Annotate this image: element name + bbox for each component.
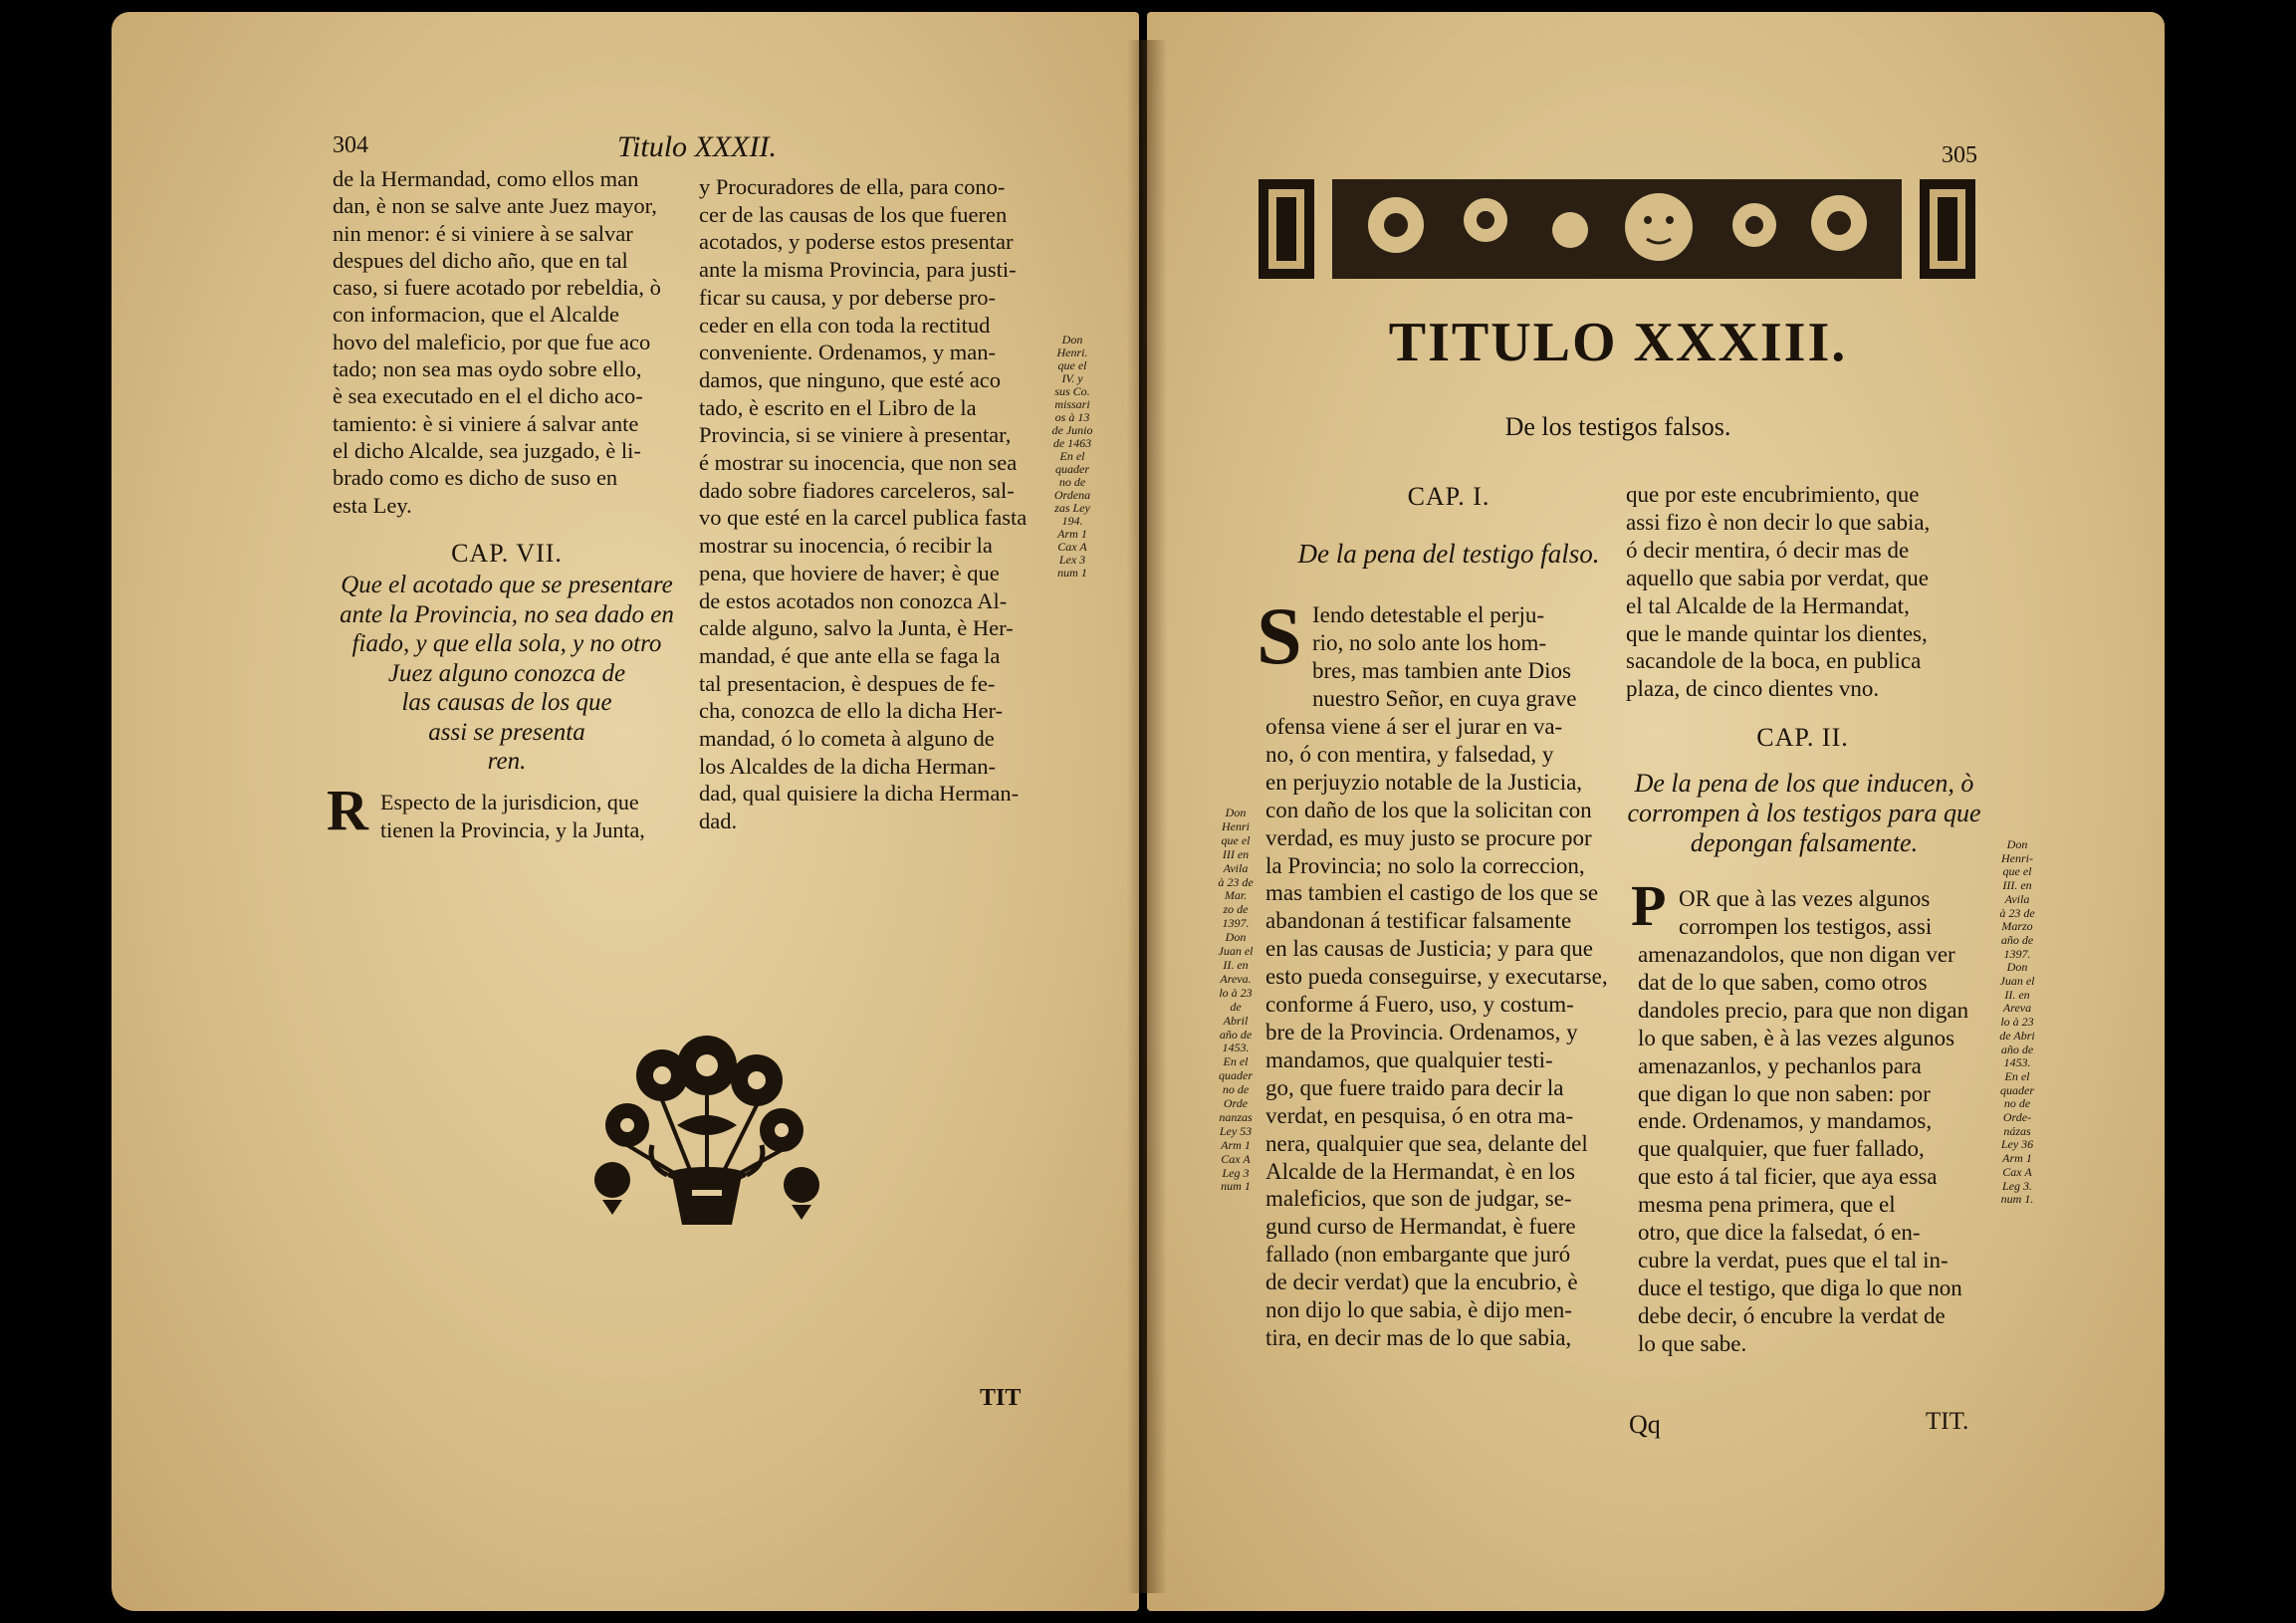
text-line: mesma pena primera, que el	[1638, 1192, 1896, 1218]
text-line: caso, si fuere acotado por rebeldia, ò	[333, 275, 661, 301]
note-line: En el	[2004, 1069, 2030, 1083]
text-line: dat de lo que saben, como otros	[1638, 969, 1928, 995]
note-line: Don	[1061, 334, 1083, 347]
title-line: Que el acotado que se presentare	[341, 572, 673, 598]
cap1-dropcap-text	[1312, 601, 1641, 713]
note-line: zas Ley	[1054, 502, 1090, 515]
text-line: en perjuyzio notable de la Justicia,	[1265, 769, 1583, 795]
text-line: bres, mas tambien ante Dios	[1312, 657, 1571, 683]
text-line: calde alguno, salvo la Junta, è Her-	[699, 615, 1014, 641]
title-line: corrompen à los testigos para que	[1627, 799, 1981, 827]
note-line: sus Co.	[1054, 385, 1090, 398]
text-line: aquello que sabia por verdat, que	[1626, 565, 1929, 590]
text-line: brado como es dicho de suso en	[333, 465, 618, 491]
text-line: Especto de la jurisdicion, que	[380, 790, 639, 814]
note-line: Orde-	[2002, 1111, 2032, 1125]
headpiece-ornament	[1257, 175, 1977, 285]
note-line: num 1.	[2000, 1193, 2034, 1207]
note-line: 1453.	[1222, 1042, 1250, 1055]
left-margin-note	[1049, 334, 1095, 580]
flower-vase-ornament	[568, 1026, 846, 1235]
text-line: nera, qualquier que sea, delante del	[1265, 1130, 1588, 1156]
text-line: mostrar su inocencia, ó recibir la	[699, 533, 993, 559]
text-line: pena, que hoviere de haver; è que	[699, 560, 1000, 585]
note-line: quader	[2000, 1083, 2034, 1097]
note-line: num 1	[1221, 1180, 1251, 1194]
left-page-number: 304	[333, 132, 368, 158]
note-line: 194.	[1061, 515, 1083, 528]
text-line: Alcalde de la Hermandat, è en los	[1265, 1158, 1576, 1184]
cap7-heading: CAP. VII.	[451, 539, 563, 568]
note-line: Juan el	[1218, 945, 1254, 959]
note-line: En el	[1059, 450, 1085, 463]
right-left-margin-note	[1209, 807, 1263, 1194]
cap7-title	[325, 571, 689, 777]
note-line: quader	[1055, 463, 1089, 476]
note-line: quader	[1219, 1069, 1253, 1083]
note-line: zo de	[1223, 903, 1249, 917]
note-line: de	[1230, 1000, 1242, 1014]
text-line: sacandole de la boca, en publica	[1626, 648, 1922, 674]
text-line: y Procuradores de ella, para cono-	[699, 174, 1006, 199]
note-line: que el	[1221, 833, 1251, 847]
note-line: Henri.	[1056, 347, 1088, 359]
text-line: cubre la verdat, pues que el tal in-	[1638, 1247, 1949, 1273]
note-line: Juan el	[1999, 975, 2035, 989]
text-line: plaza, de cinco dientes vno.	[1626, 676, 1880, 702]
text-line: tado, è escrito en el Libro de la	[699, 394, 977, 420]
text-line: que qualquier, que fuer fallado,	[1638, 1136, 1925, 1162]
text-line: ende. Ordenamos, y mandamos,	[1638, 1108, 1933, 1134]
text-line: nin menor: é si viniere à se salvar	[333, 220, 633, 246]
text-line: assi fizo è non decir lo que sabia,	[1626, 509, 1931, 535]
note-line: Avila	[1223, 861, 1249, 875]
note-line: año de	[2000, 933, 2034, 947]
note-line: III. en	[2002, 879, 2032, 893]
left-col1-text	[333, 165, 681, 519]
note-line: Don	[1225, 931, 1247, 945]
text-line: nuestro Señor, en cuya grave	[1312, 685, 1577, 711]
cap1-text	[1265, 713, 1644, 1352]
note-line: Marzo	[2001, 920, 2033, 934]
text-line: ceder en ella con toda la rectitud	[699, 312, 991, 338]
text-line: rio, no solo ante los hom-	[1312, 629, 1547, 655]
text-line: de la Hermandad, como ellos man	[333, 166, 639, 191]
text-line: hovo del maleficio, por que fue aco	[333, 329, 651, 354]
text-line: dado sobre fiadores carceleros, sal-	[699, 477, 1015, 503]
note-line: 1397.	[2003, 947, 2031, 961]
title-line: depongan falsamente.	[1690, 828, 1919, 857]
text-line: con daño de los que la solicitan con	[1265, 797, 1592, 822]
text-line: tal presentacion, è despues de fe-	[699, 670, 996, 696]
note-line: nanzas	[1219, 1110, 1253, 1124]
right-col2-top-text	[1626, 481, 1979, 703]
title-line: De la pena de los que inducen, ò	[1634, 769, 1974, 798]
note-line: Mar.	[1224, 889, 1248, 903]
text-line: lo que sabe.	[1638, 1330, 1747, 1356]
cap2-text	[1638, 941, 1986, 1358]
text-line: abandonan á testificar falsamente	[1265, 908, 1572, 934]
title-line: ante la Provincia, no sea dado en	[340, 600, 674, 628]
text-line: corrompen los testigos, assi	[1679, 913, 1933, 939]
note-line: Orde	[1223, 1097, 1249, 1111]
text-line: mas tambien el castigo de los que se	[1265, 880, 1599, 906]
note-line: Abril	[1223, 1014, 1249, 1028]
note-line: no de	[1058, 476, 1086, 489]
note-line: 1453.	[2003, 1056, 2031, 1070]
note-line: año de	[2000, 1043, 2034, 1056]
text-line: conveniente. Ordenamos, y man-	[699, 340, 997, 365]
text-line: de decir verdat) que la encubrio, è	[1265, 1270, 1578, 1295]
right-page-number: 305	[1942, 142, 1977, 168]
text-line: acotados, y poderse estos presentar	[699, 229, 1014, 255]
cap1-heading: CAP. I.	[1407, 482, 1491, 511]
text-line: otro, que dice la falsedat, ó en-	[1638, 1220, 1921, 1246]
note-line: año de	[1219, 1028, 1253, 1042]
text-line: que le mande quintar los dientes,	[1626, 620, 1928, 646]
text-line: dandoles precio, para que non digan	[1638, 997, 1969, 1023]
note-line: Don	[2006, 838, 2028, 851]
text-line: dad.	[699, 809, 738, 834]
note-line: Areva	[2002, 1002, 2032, 1016]
right-right-margin-note	[1987, 838, 2047, 1207]
note-line: III en	[1222, 847, 1250, 861]
text-line: de estos acotados non conozca Al-	[699, 587, 1008, 613]
text-line: amenazandolos, que non digan ver	[1638, 942, 1955, 967]
title-line: Juez alguno conozca de	[387, 659, 626, 687]
text-line: OR que à las vezes algunos	[1679, 886, 1931, 911]
left-catchword: TIT	[980, 1385, 1022, 1411]
note-line: 1397.	[1222, 917, 1250, 931]
note-line: Henri	[1222, 819, 1250, 833]
text-line: dad, qual quisiere la dicha Herman-	[699, 781, 1020, 807]
text-line: é mostrar su inocencia, que non sea	[699, 450, 1018, 476]
note-line: Ley 36	[2000, 1138, 2034, 1152]
note-line: lo à 23	[1219, 986, 1253, 1000]
text-line: amenazanlos, y pechanlos para	[1638, 1052, 1922, 1078]
note-line: Areva.	[1220, 972, 1252, 986]
note-line: no de	[2003, 1097, 2031, 1111]
cap2-title	[1621, 769, 1987, 858]
text-line: go, que fuere traido para decir la	[1265, 1074, 1564, 1100]
text-line: conforme á Fuero, uso, y costum-	[1265, 992, 1574, 1018]
text-line: tado; non sea mas oydo sobre ello,	[333, 356, 642, 382]
note-line: Ordena	[1053, 489, 1091, 502]
note-line: Arm 1	[1057, 528, 1087, 541]
note-line: de Abri	[1999, 1029, 2035, 1043]
note-line: Arm 1	[1221, 1138, 1251, 1152]
text-line: que digan lo que non saben: por	[1638, 1080, 1931, 1106]
text-line: debe decir, ó encubre la verdat de	[1638, 1302, 1946, 1328]
cap7-dropcap: R	[327, 778, 368, 842]
text-line: duce el testigo, que diga lo que non	[1638, 1275, 1962, 1300]
right-catchword: TIT.	[1926, 1408, 1969, 1435]
text-line: cha, conozca de ello la dicha Her-	[699, 698, 1004, 724]
note-line: Avila	[2004, 892, 2030, 906]
note-line: Cax A	[1221, 1152, 1251, 1166]
text-line: Provincia, si se viniere à presentar,	[699, 422, 1012, 448]
text-line: esto pueda conseguirse, y executarse,	[1265, 964, 1608, 990]
signature-mark: Qq	[1629, 1410, 1661, 1439]
note-line: Henri-	[2001, 851, 2033, 865]
note-line: Cax A	[2002, 1165, 2032, 1179]
text-line: verdad, es muy justo se procure por	[1265, 824, 1592, 850]
note-line: Leg 3.	[2002, 1179, 2032, 1193]
text-line: mandamos, que qualquier testi-	[1265, 1046, 1553, 1072]
note-line: Don	[2006, 961, 2028, 975]
note-line: názas	[2003, 1124, 2031, 1138]
note-line: En el	[1223, 1055, 1249, 1069]
titulo-heading: TITULO XXXIII.	[1388, 312, 1848, 373]
left-col2-text	[699, 173, 1055, 835]
text-line: bre de la Provincia. Ordenamos, y	[1265, 1019, 1578, 1044]
note-line: num 1	[1057, 567, 1087, 580]
note-line: de Junio	[1051, 424, 1093, 437]
text-line: fallado (non embargante que juró	[1265, 1242, 1571, 1268]
text-line: damos, que ninguno, que esté aco	[699, 366, 1002, 392]
text-line: no, ó con mentira, y falsedad, y	[1265, 741, 1554, 767]
book-gutter	[1127, 40, 1167, 1593]
note-line: no de	[1222, 1083, 1250, 1097]
text-line: non dijo lo que sabia, è dijo men-	[1265, 1297, 1572, 1323]
text-line: è sea executado en el el dicho aco-	[333, 383, 643, 409]
cap1-title: De la pena del testigo falso.	[1297, 539, 1600, 569]
cap2-dropcap: P	[1631, 873, 1667, 938]
text-line: despues del dicho año, que en tal	[333, 247, 628, 273]
text-line: lo que saben, è à las vezes algunos	[1638, 1025, 1955, 1050]
text-line: ofensa viene á ser el jurar en va-	[1265, 714, 1563, 739]
note-line: Don	[1225, 807, 1247, 819]
text-line: el tal Alcalde de la Hermandat,	[1626, 592, 1910, 618]
note-line: missari	[1054, 398, 1090, 411]
note-line: lo à 23	[2000, 1016, 2034, 1030]
text-line: tamiento: è si viniere á salvar ante	[333, 410, 639, 436]
note-line: Cax A	[1057, 541, 1087, 554]
text-line: esta Ley.	[333, 492, 412, 518]
note-line: que el	[1057, 359, 1087, 372]
title-line: fiado, y que ella sola, y no otro	[351, 630, 662, 657]
text-line: que por este encubrimiento, que	[1626, 482, 1920, 507]
note-line: de 1463	[1052, 437, 1092, 450]
note-line: à 23 de	[1218, 875, 1254, 889]
note-line: II. en	[2004, 988, 2030, 1002]
note-line: Arm 1	[2002, 1152, 2032, 1166]
titulo-subtitle: De los testigos falsos.	[1504, 412, 1731, 441]
text-line: en las causas de Justicia; y para que	[1265, 936, 1593, 962]
text-line: Iendo detestable el perju-	[1312, 602, 1545, 627]
cap1-dropcap: S	[1257, 590, 1302, 681]
note-line: os à 13	[1054, 411, 1090, 424]
text-line: ficar su causa, y por deberse pro-	[699, 284, 996, 310]
text-line: ó decir mentira, ó decir mas de	[1626, 537, 1910, 563]
text-line: la Provincia; no solo la correccion,	[1265, 852, 1585, 878]
text-line: el dicho Alcalde, sea juzgado, è li-	[333, 437, 641, 463]
text-line: mandad, é que ante ella se faga la	[699, 642, 1001, 668]
text-line: mandad, ó lo cometa à alguno de	[699, 726, 995, 752]
text-line: los Alcaldes de la dicha Herman-	[699, 753, 997, 779]
text-line: con informacion, que el Alcalde	[333, 302, 620, 328]
cap2-heading: CAP. II.	[1756, 723, 1849, 752]
cap7-first-text	[380, 789, 689, 844]
note-line: Leg 3	[1222, 1166, 1250, 1180]
text-line: tira, en decir mas de lo que sabia,	[1265, 1324, 1572, 1350]
text-line: maleficios, que son de judgar, se-	[1265, 1186, 1572, 1212]
note-line: IV. y	[1061, 372, 1083, 385]
left-running-head: Titulo XXXII.	[617, 130, 777, 163]
note-line: à 23 de	[1999, 906, 2035, 920]
text-line: verdat, en pesquisa, ó en otra ma-	[1265, 1102, 1574, 1128]
note-line: que el	[2002, 865, 2032, 879]
note-line: Lex 3	[1058, 554, 1086, 567]
title-line: las causas de los que	[401, 689, 612, 716]
text-line: dan, è non se salve ante Juez mayor,	[333, 193, 657, 219]
title-line: ren.	[487, 748, 527, 775]
title-line: assi se presenta	[428, 718, 585, 746]
text-line: vo que esté en la carcel publica fasta	[699, 505, 1028, 531]
cap2-dropcap-text	[1679, 885, 1981, 941]
text-line: que esto á tal ficier, que aya essa	[1638, 1164, 1938, 1190]
text-line: ante la misma Provincia, para justi-	[699, 257, 1017, 283]
note-line: II. en	[1223, 958, 1249, 972]
note-line: Ley 53	[1219, 1124, 1253, 1138]
text-line: cer de las causas de los que fueren	[699, 201, 1008, 227]
text-line: gund curso de Hermandat, è fuere	[1265, 1214, 1576, 1240]
text-line: tienen la Provincia, y la Junta,	[380, 817, 645, 842]
